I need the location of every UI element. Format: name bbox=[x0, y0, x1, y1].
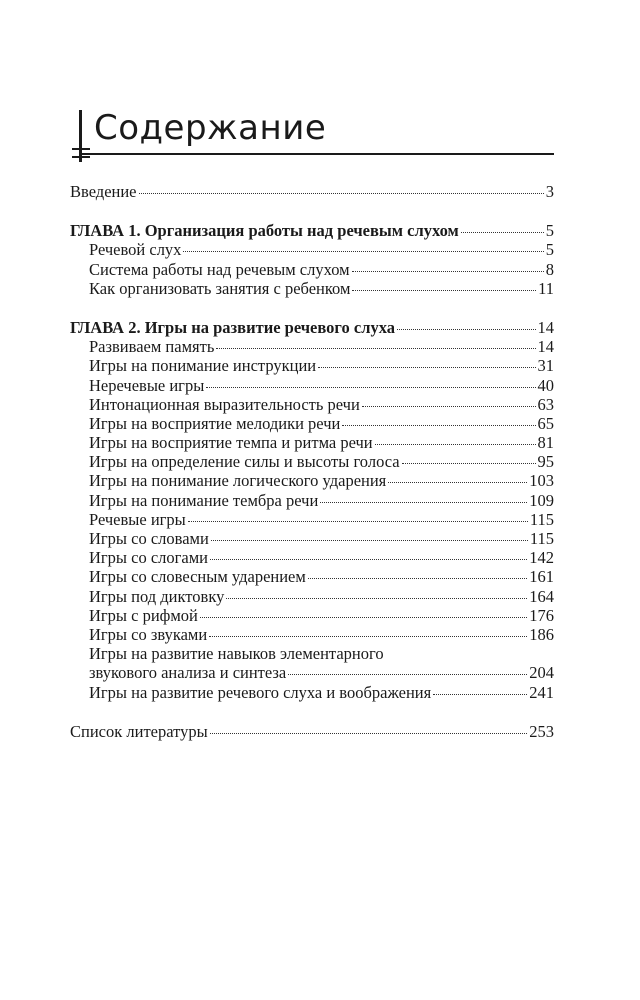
toc-entry-multiline-line1[interactable] bbox=[70, 644, 554, 663]
leader-dots bbox=[342, 425, 535, 426]
toc-entry-label: звукового анализа и синтеза bbox=[89, 663, 287, 683]
toc-entry-label: Игры со слогами bbox=[89, 548, 209, 568]
toc-page-number: 5 bbox=[545, 240, 554, 260]
leader-dots bbox=[200, 617, 527, 618]
toc-entry-label: Игры на понимание тембра речи bbox=[89, 490, 319, 510]
toc-entry-intro[interactable] bbox=[70, 182, 554, 201]
leader-dots bbox=[397, 329, 536, 330]
toc-entry-label: Речевой слух bbox=[89, 240, 182, 260]
toc-entry-label: Развиваем память bbox=[89, 337, 215, 357]
toc-entry[interactable] bbox=[70, 433, 554, 452]
toc-page-number: 63 bbox=[537, 394, 554, 414]
toc-page-number: 3 bbox=[545, 182, 554, 201]
leader-dots bbox=[226, 598, 527, 599]
toc-entry[interactable] bbox=[70, 510, 554, 529]
toc-page-number: 81 bbox=[537, 433, 554, 453]
toc-page-number: 142 bbox=[529, 548, 554, 568]
toc-entry-label: Игры на восприятие мелодики речи bbox=[89, 413, 341, 433]
toc-page-number: 14 bbox=[537, 317, 554, 337]
toc-page-number: 253 bbox=[529, 721, 554, 741]
toc-entry[interactable] bbox=[70, 587, 554, 606]
leader-dots bbox=[216, 348, 535, 349]
title-underline bbox=[79, 153, 554, 155]
toc-page-number: 186 bbox=[529, 624, 554, 644]
toc-entry[interactable] bbox=[70, 529, 554, 548]
leader-dots bbox=[352, 290, 536, 291]
leader-dots bbox=[206, 387, 535, 388]
toc-entry-label: Система работы над речевым слухом bbox=[89, 259, 350, 279]
toc-page-number: 204 bbox=[529, 663, 554, 683]
toc-entry-label: Игры на восприятие темпа и ритма речи bbox=[89, 433, 373, 453]
leader-dots bbox=[288, 674, 527, 675]
leader-dots bbox=[388, 482, 527, 483]
toc-entry-label: Игры на понимание инструкции bbox=[89, 356, 317, 376]
toc-entry-label: Список литературы bbox=[70, 721, 208, 741]
toc-entry-multiline-line2[interactable] bbox=[70, 663, 554, 682]
toc-page-number: 115 bbox=[529, 529, 554, 548]
toc-entry[interactable] bbox=[70, 414, 554, 433]
toc-page-number: 40 bbox=[537, 375, 554, 395]
toc-entry-label: Игры с рифмой bbox=[89, 605, 198, 625]
toc-page-number: 164 bbox=[529, 586, 554, 606]
toc-chapter-2[interactable] bbox=[70, 318, 554, 337]
leader-dots bbox=[183, 251, 543, 252]
toc-entry-label: Речевые игры bbox=[89, 509, 186, 529]
toc-entry[interactable] bbox=[70, 279, 554, 298]
toc-page-number: 11 bbox=[538, 278, 554, 298]
toc-entry[interactable] bbox=[70, 683, 554, 702]
toc-entry-label: Игры на определение силы и высоты голоса bbox=[89, 452, 400, 472]
toc-entry[interactable] bbox=[70, 395, 554, 414]
page-title: Содержание bbox=[94, 108, 327, 148]
toc-entry-label: Игры на развитие навыков элементарного bbox=[89, 644, 384, 664]
toc-page-number: 14 bbox=[537, 337, 554, 357]
toc-entry[interactable] bbox=[70, 606, 554, 625]
toc-entry-bibliography[interactable] bbox=[70, 722, 554, 741]
toc-entry[interactable] bbox=[70, 452, 554, 471]
toc-entry-label: Игры на понимание логического ударения bbox=[89, 471, 387, 491]
title-ornament-tick-2 bbox=[72, 156, 90, 158]
toc-page-number: 115 bbox=[529, 509, 554, 529]
leader-dots bbox=[211, 540, 528, 541]
leader-dots bbox=[433, 694, 527, 695]
toc-page-number: 95 bbox=[537, 452, 554, 472]
toc-entry[interactable] bbox=[70, 491, 554, 510]
toc-entry-label: Неречевые игры bbox=[89, 375, 205, 395]
toc-entry[interactable] bbox=[70, 471, 554, 490]
leader-dots bbox=[308, 578, 527, 579]
toc-entry[interactable] bbox=[70, 337, 554, 356]
leader-dots bbox=[318, 367, 535, 368]
leader-dots bbox=[402, 463, 536, 464]
leader-dots bbox=[362, 406, 536, 407]
toc-entry-label: Игры со звуками bbox=[89, 624, 208, 644]
leader-dots bbox=[188, 521, 528, 522]
toc-chapter-label: ГЛАВА 2. Игры на развитие речевого слуха bbox=[70, 317, 395, 337]
toc-page-number: 176 bbox=[529, 605, 554, 625]
leader-dots bbox=[210, 559, 527, 560]
toc-entry-label: Интонационная выразительность речи bbox=[89, 394, 360, 414]
toc-entry-label: Как организовать занятия с ребенком bbox=[89, 278, 351, 298]
toc-chapter-label: ГЛАВА 1. Организация работы над речевым слухом bbox=[70, 221, 459, 241]
leader-dots bbox=[352, 271, 544, 272]
toc-entry-label: Игры под диктовку bbox=[89, 586, 225, 606]
title-ornament-tick-1 bbox=[72, 148, 90, 150]
toc-page-number: 241 bbox=[529, 682, 554, 702]
toc-entry[interactable] bbox=[70, 356, 554, 375]
toc-page-number: 161 bbox=[529, 567, 554, 587]
leader-dots bbox=[375, 444, 536, 445]
toc-page-number: 31 bbox=[537, 356, 554, 376]
leader-dots bbox=[209, 636, 527, 637]
toc-page-number: 8 bbox=[545, 259, 554, 279]
leader-dots bbox=[320, 502, 527, 503]
toc-page-number: 65 bbox=[537, 413, 554, 433]
toc-entry-label: Введение bbox=[70, 182, 137, 201]
toc-entry-label: Игры со словами bbox=[89, 529, 209, 548]
toc-entry-label: Игры на развитие речевого слуха и воображения bbox=[89, 682, 432, 702]
toc-entry[interactable] bbox=[70, 548, 554, 567]
toc-chapter-1[interactable] bbox=[70, 221, 554, 240]
toc-page-number: 109 bbox=[529, 490, 554, 510]
toc-entry[interactable] bbox=[70, 376, 554, 395]
toc-entry[interactable] bbox=[70, 240, 554, 259]
toc-entry[interactable] bbox=[70, 260, 554, 279]
toc-entry-label: Игры со словесным ударением bbox=[89, 567, 306, 587]
toc-entry[interactable] bbox=[70, 625, 554, 644]
leader-dots bbox=[461, 232, 544, 233]
table-of-contents bbox=[70, 182, 554, 741]
toc-page-number: 5 bbox=[545, 221, 554, 241]
leader-dots bbox=[210, 733, 528, 734]
toc-entry[interactable] bbox=[70, 567, 554, 586]
leader-dots bbox=[139, 193, 544, 194]
toc-page-number: 103 bbox=[529, 471, 554, 491]
